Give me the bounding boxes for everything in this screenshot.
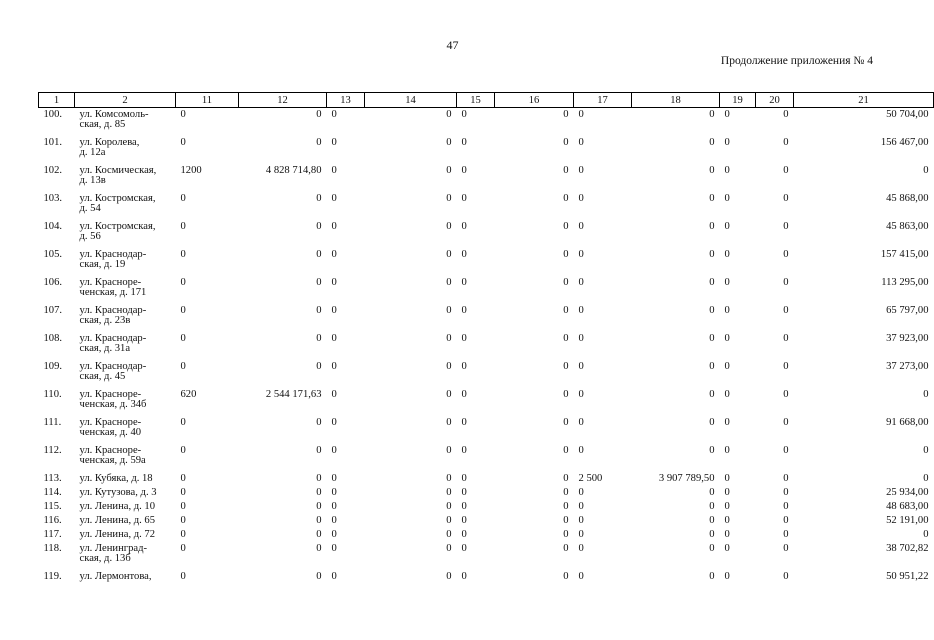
row-number-cell: 107. [43, 305, 63, 316]
column-header: 1 [39, 93, 75, 108]
row-number-cell: 119. [43, 571, 62, 582]
value-cell-c19: 0 [724, 249, 730, 260]
value-cell-c21: 45 863,00 [886, 221, 929, 232]
value-cell-c20: 0 [783, 417, 789, 428]
value-cell-c13: 0 [331, 389, 337, 400]
table-row [39, 250, 934, 278]
value-cell-c12: 0 [316, 305, 322, 316]
value-cell-c15: 0 [461, 333, 467, 344]
row-number-cell: 108. [43, 333, 63, 344]
value-cell-c16: 0 [563, 109, 569, 120]
table-row [39, 390, 934, 418]
value-cell-c14: 0 [446, 305, 452, 316]
value-cell-c14: 0 [446, 389, 452, 400]
value-cell-c11: 0 [180, 249, 186, 260]
value-cell-c18: 0 [709, 543, 715, 554]
value-cell-c14: 0 [446, 193, 452, 204]
value-cell-c11: 1200 [180, 165, 202, 176]
value-cell-c21: 48 683,00 [886, 501, 929, 512]
value-cell-c19: 0 [724, 137, 730, 148]
value-cell-c15: 0 [461, 501, 467, 512]
value-cell-c20: 0 [783, 193, 789, 204]
value-cell-c11: 0 [180, 277, 186, 288]
value-cell-c11: 0 [180, 221, 186, 232]
value-cell-c19: 0 [724, 501, 730, 512]
table-row [39, 544, 934, 572]
value-cell-c18: 0 [709, 501, 715, 512]
value-cell-c20: 0 [783, 543, 789, 554]
row-number-cell: 103. [43, 193, 63, 204]
value-cell-c13: 0 [331, 473, 337, 484]
value-cell-c18: 0 [709, 305, 715, 316]
value-cell-c16: 0 [563, 305, 569, 316]
value-cell-c20: 0 [783, 277, 789, 288]
value-cell-c19: 0 [724, 529, 730, 540]
column-header: 13 [327, 93, 365, 108]
value-cell-c19: 0 [724, 445, 730, 456]
value-cell-c14: 0 [446, 221, 452, 232]
column-header: 21 [794, 93, 934, 108]
column-header: 19 [720, 93, 756, 108]
value-cell-c21: 91 668,00 [886, 417, 929, 428]
table-row [39, 362, 934, 390]
value-cell-c12: 0 [316, 445, 322, 456]
value-cell-c15: 0 [461, 417, 467, 428]
value-cell-c16: 0 [563, 193, 569, 204]
value-cell-c17: 0 [578, 305, 584, 316]
value-cell-c13: 0 [331, 137, 337, 148]
value-cell-c11: 0 [180, 445, 186, 456]
value-cell-c19: 0 [724, 571, 730, 582]
value-cell-c17: 0 [578, 543, 584, 554]
value-cell-c18: 3 907 789,50 [658, 473, 715, 484]
value-cell-c12: 0 [316, 277, 322, 288]
value-cell-c19: 0 [724, 515, 730, 526]
address-cell: ул. Кутузова, д. 3 [79, 487, 157, 498]
value-cell-c13: 0 [331, 305, 337, 316]
row-number-cell: 102. [43, 165, 63, 176]
value-cell-c20: 0 [783, 389, 789, 400]
value-cell-c21: 52 191,00 [886, 515, 929, 526]
value-cell-c11: 0 [180, 305, 186, 316]
value-cell-c16: 0 [563, 249, 569, 260]
value-cell-c12: 0 [316, 137, 322, 148]
address-cell: ул. Краснодар- ская, д. 23в [79, 305, 147, 326]
value-cell-c20: 0 [783, 501, 789, 512]
table-row [39, 108, 934, 139]
value-cell-c20: 0 [783, 221, 789, 232]
value-cell-c14: 0 [446, 571, 452, 582]
column-header: 12 [239, 93, 327, 108]
value-cell-c11: 0 [180, 109, 186, 120]
row-number-cell: 115. [43, 501, 62, 512]
value-cell-c20: 0 [783, 473, 789, 484]
value-cell-c15: 0 [461, 473, 467, 484]
value-cell-c17: 0 [578, 137, 584, 148]
value-cell-c13: 0 [331, 501, 337, 512]
value-cell-c12: 0 [316, 221, 322, 232]
value-cell-c17: 0 [578, 417, 584, 428]
value-cell-c19: 0 [724, 417, 730, 428]
address-cell: ул. Ленина, д. 10 [79, 501, 156, 512]
value-cell-c17: 0 [578, 389, 584, 400]
value-cell-c21: 37 273,00 [886, 361, 929, 372]
value-cell-c12: 0 [316, 571, 322, 582]
value-cell-c13: 0 [331, 543, 337, 554]
value-cell-c11: 0 [180, 333, 186, 344]
table-row [39, 516, 934, 530]
value-cell-c17: 0 [578, 361, 584, 372]
address-cell: ул. Красноре- ченская, д. 40 [79, 417, 142, 438]
value-cell-c11: 0 [180, 501, 186, 512]
value-cell-c21: 38 702,82 [886, 543, 929, 554]
column-header: 20 [756, 93, 794, 108]
row-number-cell: 110. [43, 389, 62, 400]
row-number-cell: 114. [43, 487, 62, 498]
value-cell-c20: 0 [783, 249, 789, 260]
value-cell-c14: 0 [446, 165, 452, 176]
value-cell-c16: 0 [563, 277, 569, 288]
value-cell-c18: 0 [709, 361, 715, 372]
table-row [39, 446, 934, 474]
value-cell-c15: 0 [461, 249, 467, 260]
value-cell-c17: 0 [578, 333, 584, 344]
value-cell-c12: 0 [316, 515, 322, 526]
value-cell-c16: 0 [563, 389, 569, 400]
value-cell-c11: 0 [180, 571, 186, 582]
table-row [39, 488, 934, 502]
value-cell-c12: 0 [316, 333, 322, 344]
value-cell-c15: 0 [461, 277, 467, 288]
value-cell-c17: 0 [578, 249, 584, 260]
value-cell-c21: 37 923,00 [886, 333, 929, 344]
value-cell-c12: 0 [316, 109, 322, 120]
value-cell-c18: 0 [709, 137, 715, 148]
value-cell-c12: 4 828 714,80 [265, 165, 322, 176]
value-cell-c18: 0 [709, 109, 715, 120]
address-cell: ул. Краснодар- ская, д. 31а [79, 333, 147, 354]
value-cell-c18: 0 [709, 529, 715, 540]
value-cell-c17: 0 [578, 571, 584, 582]
row-number-cell: 100. [43, 109, 63, 120]
value-cell-c15: 0 [461, 529, 467, 540]
value-cell-c20: 0 [783, 571, 789, 582]
value-cell-c19: 0 [724, 221, 730, 232]
value-cell-c14: 0 [446, 501, 452, 512]
address-cell: ул. Королева, д. 12а [79, 137, 140, 158]
value-cell-c11: 0 [180, 137, 186, 148]
row-number-cell: 109. [43, 361, 63, 372]
table-row [39, 166, 934, 194]
value-cell-c14: 0 [446, 361, 452, 372]
table-row [39, 138, 934, 166]
value-cell-c13: 0 [331, 487, 337, 498]
column-header: 11 [176, 93, 239, 108]
value-cell-c12: 2 544 171,63 [265, 389, 322, 400]
value-cell-c19: 0 [724, 109, 730, 120]
value-cell-c12: 0 [316, 361, 322, 372]
column-header: 14 [365, 93, 457, 108]
row-number-cell: 112. [43, 445, 62, 456]
value-cell-c16: 0 [563, 473, 569, 484]
value-cell-c17: 2 500 [578, 473, 603, 484]
value-cell-c20: 0 [783, 109, 789, 120]
value-cell-c18: 0 [709, 571, 715, 582]
address-cell: ул. Костромская, д. 56 [79, 221, 156, 242]
value-cell-c17: 0 [578, 515, 584, 526]
value-cell-c19: 0 [724, 487, 730, 498]
value-cell-c16: 0 [563, 221, 569, 232]
value-cell-c16: 0 [563, 137, 569, 148]
value-cell-c11: 620 [180, 389, 197, 400]
table-row [39, 334, 934, 362]
value-cell-c20: 0 [783, 361, 789, 372]
value-cell-c21: 50 951,22 [886, 571, 929, 582]
page-number: 47 [446, 38, 459, 52]
value-cell-c21: 0 [923, 529, 929, 540]
value-cell-c18: 0 [709, 249, 715, 260]
value-cell-c21: 50 704,00 [886, 109, 929, 120]
value-cell-c20: 0 [783, 529, 789, 540]
value-cell-c20: 0 [783, 305, 789, 316]
data-table [38, 92, 934, 586]
value-cell-c19: 0 [724, 305, 730, 316]
value-cell-c15: 0 [461, 515, 467, 526]
value-cell-c13: 0 [331, 221, 337, 232]
value-cell-c15: 0 [461, 305, 467, 316]
address-cell: ул. Краснодар- ская, д. 19 [79, 249, 147, 270]
address-cell: ул. Краснодар- ская, д. 45 [79, 361, 147, 382]
value-cell-c11: 0 [180, 361, 186, 372]
value-cell-c13: 0 [331, 445, 337, 456]
value-cell-c11: 0 [180, 473, 186, 484]
value-cell-c21: 25 934,00 [886, 487, 929, 498]
table-row [39, 530, 934, 544]
value-cell-c21: 45 868,00 [886, 193, 929, 204]
row-number-cell: 116. [43, 515, 62, 526]
value-cell-c20: 0 [783, 445, 789, 456]
value-cell-c17: 0 [578, 487, 584, 498]
address-cell: ул. Ленинград- ская, д. 13б [79, 543, 147, 564]
value-cell-c16: 0 [563, 515, 569, 526]
value-cell-c20: 0 [783, 515, 789, 526]
value-cell-c16: 0 [563, 361, 569, 372]
value-cell-c14: 0 [446, 529, 452, 540]
row-number-cell: 113. [43, 473, 62, 484]
value-cell-c13: 0 [331, 417, 337, 428]
value-cell-c14: 0 [446, 109, 452, 120]
value-cell-c15: 0 [461, 109, 467, 120]
value-cell-c14: 0 [446, 445, 452, 456]
value-cell-c12: 0 [316, 543, 322, 554]
value-cell-c20: 0 [783, 487, 789, 498]
value-cell-c11: 0 [180, 193, 186, 204]
row-number-cell: 106. [43, 277, 63, 288]
value-cell-c13: 0 [331, 333, 337, 344]
value-cell-c16: 0 [563, 543, 569, 554]
value-cell-c16: 0 [563, 571, 569, 582]
value-cell-c15: 0 [461, 543, 467, 554]
value-cell-c13: 0 [331, 529, 337, 540]
value-cell-c16: 0 [563, 165, 569, 176]
value-cell-c14: 0 [446, 277, 452, 288]
value-cell-c15: 0 [461, 221, 467, 232]
value-cell-c15: 0 [461, 137, 467, 148]
address-cell: ул. Космическая, д. 13в [79, 165, 157, 186]
value-cell-c14: 0 [446, 487, 452, 498]
value-cell-c14: 0 [446, 417, 452, 428]
value-cell-c19: 0 [724, 361, 730, 372]
column-header: 18 [632, 93, 720, 108]
address-cell: ул. Костромская, д. 54 [79, 193, 156, 214]
table-row [39, 222, 934, 250]
value-cell-c14: 0 [446, 473, 452, 484]
address-cell: ул. Красноре- ченская, д. 59а [79, 445, 146, 466]
value-cell-c12: 0 [316, 529, 322, 540]
value-cell-c17: 0 [578, 193, 584, 204]
value-cell-c18: 0 [709, 487, 715, 498]
value-cell-c12: 0 [316, 417, 322, 428]
value-cell-c19: 0 [724, 473, 730, 484]
value-cell-c11: 0 [180, 487, 186, 498]
value-cell-c21: 0 [923, 389, 929, 400]
value-cell-c14: 0 [446, 333, 452, 344]
value-cell-c17: 0 [578, 277, 584, 288]
table-row [39, 572, 934, 586]
value-cell-c21: 156 467,00 [880, 137, 929, 148]
value-cell-c12: 0 [316, 193, 322, 204]
value-cell-c15: 0 [461, 361, 467, 372]
address-cell: ул. Красноре- ченская, д. 171 [79, 277, 147, 298]
value-cell-c19: 0 [724, 277, 730, 288]
value-cell-c17: 0 [578, 221, 584, 232]
value-cell-c12: 0 [316, 473, 322, 484]
value-cell-c21: 65 797,00 [886, 305, 929, 316]
value-cell-c14: 0 [446, 515, 452, 526]
value-cell-c18: 0 [709, 277, 715, 288]
table-row [39, 194, 934, 222]
value-cell-c20: 0 [783, 137, 789, 148]
value-cell-c13: 0 [331, 165, 337, 176]
address-cell: ул. Комсомоль- ская, д. 85 [79, 109, 149, 130]
value-cell-c18: 0 [709, 389, 715, 400]
value-cell-c14: 0 [446, 543, 452, 554]
row-number-cell: 105. [43, 249, 63, 260]
value-cell-c19: 0 [724, 165, 730, 176]
value-cell-c12: 0 [316, 487, 322, 498]
value-cell-c16: 0 [563, 445, 569, 456]
value-cell-c15: 0 [461, 445, 467, 456]
column-header: 16 [495, 93, 574, 108]
value-cell-c11: 0 [180, 515, 186, 526]
value-cell-c16: 0 [563, 529, 569, 540]
table-row [39, 306, 934, 334]
value-cell-c19: 0 [724, 193, 730, 204]
value-cell-c15: 0 [461, 193, 467, 204]
value-cell-c18: 0 [709, 515, 715, 526]
value-cell-c14: 0 [446, 137, 452, 148]
value-cell-c11: 0 [180, 529, 186, 540]
value-cell-c13: 0 [331, 109, 337, 120]
value-cell-c19: 0 [724, 389, 730, 400]
row-number-cell: 111. [43, 417, 62, 428]
value-cell-c18: 0 [709, 333, 715, 344]
column-header: 15 [457, 93, 495, 108]
table-row [39, 474, 934, 488]
value-cell-c21: 0 [923, 165, 929, 176]
value-cell-c14: 0 [446, 249, 452, 260]
value-cell-c17: 0 [578, 109, 584, 120]
address-cell: ул. Лермонтова, [79, 571, 152, 582]
value-cell-c16: 0 [563, 487, 569, 498]
table-row [39, 278, 934, 306]
value-cell-c13: 0 [331, 249, 337, 260]
value-cell-c18: 0 [709, 221, 715, 232]
value-cell-c15: 0 [461, 165, 467, 176]
value-cell-c17: 0 [578, 501, 584, 512]
table-row [39, 502, 934, 516]
row-number-cell: 118. [43, 543, 62, 554]
value-cell-c15: 0 [461, 571, 467, 582]
column-number-header-row [39, 93, 934, 108]
address-cell: ул. Ленина, д. 72 [79, 529, 156, 540]
value-cell-c18: 0 [709, 417, 715, 428]
value-cell-c20: 0 [783, 165, 789, 176]
value-cell-c17: 0 [578, 445, 584, 456]
value-cell-c16: 0 [563, 333, 569, 344]
row-number-cell: 101. [43, 137, 63, 148]
column-header: 17 [574, 93, 632, 108]
value-cell-c12: 0 [316, 501, 322, 512]
value-cell-c15: 0 [461, 389, 467, 400]
value-cell-c19: 0 [724, 333, 730, 344]
value-cell-c16: 0 [563, 417, 569, 428]
value-cell-c21: 0 [923, 473, 929, 484]
value-cell-c21: 157 415,00 [880, 249, 929, 260]
row-number-cell: 104. [43, 221, 63, 232]
value-cell-c17: 0 [578, 165, 584, 176]
appendix-continuation-caption: Продолжение приложения № 4 [720, 55, 873, 67]
value-cell-c21: 0 [923, 445, 929, 456]
address-cell: ул. Ленина, д. 65 [79, 515, 156, 526]
value-cell-c17: 0 [578, 529, 584, 540]
row-number-cell: 117. [43, 529, 62, 540]
value-cell-c15: 0 [461, 487, 467, 498]
column-header: 2 [75, 93, 176, 108]
address-cell: ул. Кубяка, д. 18 [79, 473, 153, 484]
value-cell-c21: 113 295,00 [881, 277, 929, 288]
value-cell-c20: 0 [783, 333, 789, 344]
value-cell-c11: 0 [180, 543, 186, 554]
value-cell-c13: 0 [331, 193, 337, 204]
table-row [39, 418, 934, 446]
value-cell-c13: 0 [331, 515, 337, 526]
value-cell-c16: 0 [563, 501, 569, 512]
value-cell-c13: 0 [331, 277, 337, 288]
value-cell-c18: 0 [709, 445, 715, 456]
value-cell-c19: 0 [724, 543, 730, 554]
value-cell-c12: 0 [316, 249, 322, 260]
value-cell-c18: 0 [709, 165, 715, 176]
value-cell-c11: 0 [180, 417, 186, 428]
value-cell-c13: 0 [331, 571, 337, 582]
table-body [39, 108, 934, 587]
address-cell: ул. Красноре- ченская, д. 34б [79, 389, 147, 410]
value-cell-c18: 0 [709, 193, 715, 204]
value-cell-c13: 0 [331, 361, 337, 372]
